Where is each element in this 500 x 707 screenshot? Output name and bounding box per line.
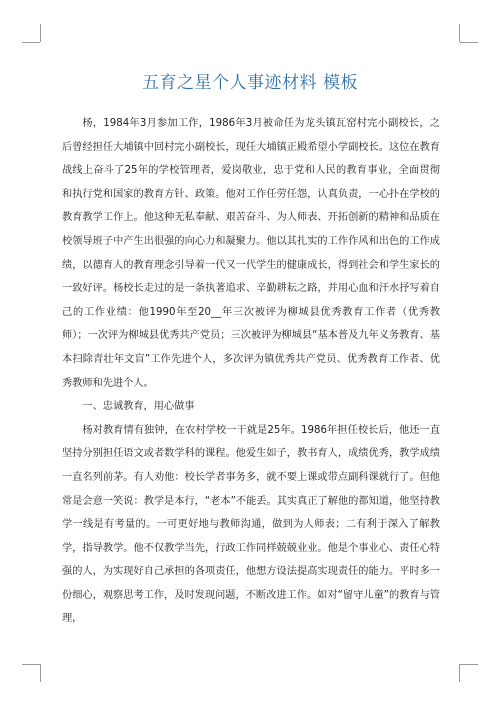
document-body — [62, 112, 440, 631]
paragraph-section-1: 杨对教育情有独钟，在农村学校一干就是25年。1986年担任校长后，他还一直坚持分别担任语文或者数学科的课程。他爱生如子，教书育人，成绩优秀，教学成绩一直名列前茅。有人劝他：校长学者事务多，就不要上课或带点副科课就行了。但他常是会意一笑说：教学是本行，“老本”不能丢。其实真正了解他的都知道，他坚持教学一线是有考量的。一可更好地与教师沟通，做到为人师表；二有利于深入了解教学，指导教学。他不仅教学当先，行政工作同样兢兢业业。他是个事业心、责任心特强的人，为实现好自己承担的各项责任，他想方设法提高实现责任的能力。平时多一份细心，观察思考工作，及时发现问题，不断改进工作。如对“留守儿童”的教育与管理， — [62, 424, 440, 625]
crop-mark-top-right — [460, 42, 478, 43]
crop-mark-bottom-right — [459, 664, 460, 682]
paragraph-intro: 杨，1984年3月参加工作，1986年3月被命任为龙头镇瓦窑村完小副校长，之后曾经担任大埔镇中回村完小副校长，现任大埔镇正殿希望小学副校长。这位在教育战线上奋斗了25年的学校管理者，爱岗敬业，忠于党和人民的教育事业，全面贯彻和执行党和国家的教育方针、政策。他对工作任劳任怨，认真负责，一心扑在学校的教育教学工作上。他这种无私奉献、艰苦奋斗、为人师表、开拓创新的精神和品质在校领导班子中产生出很强的向心力和凝聚力。他以其扎实的工作作风和出色的工作成绩，以德育人的教育理念引导着一代又一代学生的健康成长，得到社会和学生家长的一致好评。杨校长走过的是一条执著追求、辛勤耕耘之路，并用心血和汗水抒写着自己的工作业绩：他1990年至20__年三次被评为柳城县优秀教育工作者（优秀教师）；一次评为柳城县优秀共产党员；三次被评为柳城县“基本普及九年义务教育、基本扫除青壮年文盲”工作先进个人，多次评为镇优秀共产党员、优秀教育工作者、优秀教师和先进个人。 — [62, 118, 440, 389]
crop-mark-top-left — [40, 24, 41, 42]
crop-mark-bottom-left — [22, 664, 40, 665]
crop-mark-bottom-left — [40, 664, 41, 682]
document-title: 五育之星个人事迹材料 模板 — [142, 73, 358, 93]
crop-mark-top-right — [459, 24, 460, 42]
crop-mark-bottom-right — [460, 664, 478, 665]
section-heading: 一、忠诚教育，用心做事 — [82, 401, 195, 413]
crop-mark-top-left — [22, 42, 40, 43]
